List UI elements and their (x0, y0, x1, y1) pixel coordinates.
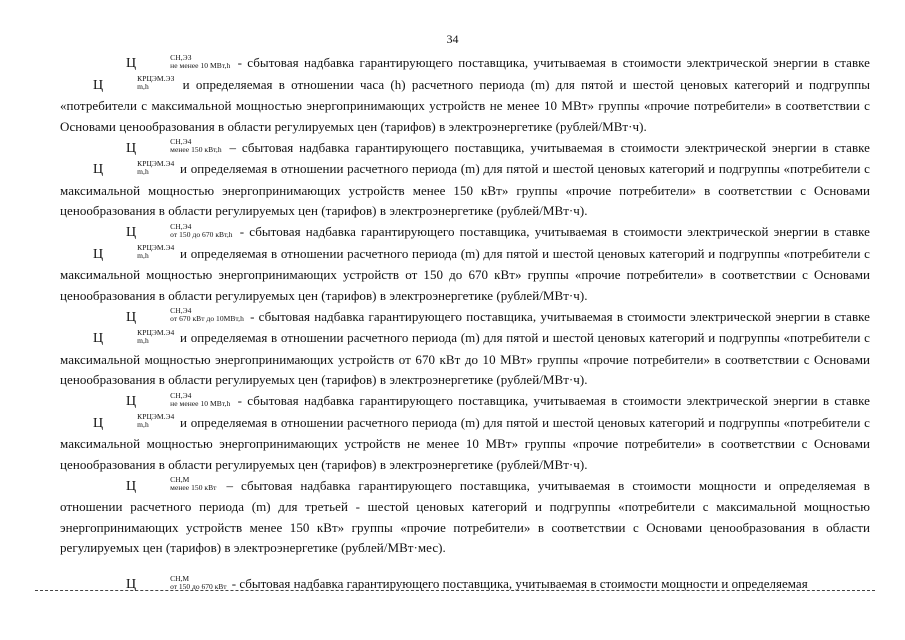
cut-off-paragraph (60, 574, 870, 595)
paragraph-text: - сбытовая надбавка гарантирующего поставщика, учитываемая в стоимости мощности и определяемая (228, 576, 808, 591)
rate-symbol: Ц КРЦЭМ.Э4 m,h (93, 158, 175, 177)
definition-paragraph (60, 476, 870, 559)
tariff-symbol: Ц СН,М от 150 до 670 кВт (126, 573, 227, 592)
definition-paragraph (60, 53, 870, 137)
tariff-symbol: Ц СН,Э4 менее 150 кВт,h (126, 137, 222, 156)
document-body (60, 53, 870, 559)
paragraph-text: - сбытовая надбавка гарантирующего поставщика, учитываемая в стоимости электрической энергии в ставке (234, 224, 870, 239)
definition-paragraph (60, 307, 870, 391)
paragraph-text: и определяемая в отношении расчетного периода (m) для пятой и шестой ценовых категорий и подгруппы «потребители с максимальной мощностью энергопринимающих устройств от 670 кВт до 10 МВт» группы «прочие потребители» в соответствии с Основами ценообразования в области регулируемых цен (тарифов) в электроэнергетике (рублей/МВт·ч). (60, 330, 870, 387)
tariff-symbol: Ц СН,М менее 150 кВт (126, 475, 217, 494)
paragraph-text: – сбытовая надбавка гарантирующего поставщика, учитываемая в стоимости электрической энергии в ставке (223, 139, 870, 155)
definition-paragraph (60, 138, 870, 222)
paragraph-text: – сбытовая надбавка гарантирующего поставщика, учитываемая в стоимости мощности и определяемая в отношении расчетного периода (m) для третьей - шестой ценовых категорий и подгруппы «потребители с максимальной мощностью энергопринимающих устройств менее 150 кВт» группы «прочие потребители» в соответствии с Основами ценообразования в области регулируемых цен (тарифов) в электроэнергетике (рублей/МВт·мес). (60, 477, 870, 555)
paragraph-text: и определяемая в отношении расчетного периода (m) для пятой и шестой ценовых категорий и подгруппы «потребители с максимальной мощностью энергопринимающих устройств не менее 10 МВт» группы «прочие потребители» в соответствии с Основами ценообразования в области регулируемых цен (тарифов) в электроэнергетике (рублей/МВт·ч). (60, 414, 870, 472)
definition-paragraph (60, 222, 870, 306)
rate-symbol: Ц КРЦЭМ.Э4 m,h (93, 243, 175, 262)
paragraph-text: - сбытовая надбавка гарантирующего поставщика, учитываемая в стоимости электрической энергии в ставке (245, 308, 870, 324)
paragraph-text: и определяемая в отношении расчетного периода (m) для пятой и шестой ценовых категорий и подгруппы «потребители с максимальной мощностью энергопринимающих устройств менее 150 кВт» группы «прочие потребители» в соответствии с Основами ценообразования в области регулируемых цен (тарифов) в электроэнергетике (рублей/МВт·ч). (60, 161, 870, 218)
definition-paragraph (60, 391, 870, 475)
paragraph-text: и определяемая в отношении расчетного периода (m) для пятой и шестой ценовых категорий и подгруппы «потребители с максимальной мощностью энергопринимающих устройств от 150 до 670 кВт» группы «прочие потребители» в соответствии с Основами ценообразования в области регулируемых цен (тарифов) в электроэнергетике (рублей/МВт·ч). (60, 245, 870, 303)
tariff-symbol: Ц СН,ЭЗ не менее 10 МВт,h (126, 52, 231, 71)
rate-symbol: Ц КРЦЭМ.Э4 m,h (93, 412, 175, 431)
tariff-symbol: Ц СН,Э4 не менее 10 МВт,h (126, 390, 231, 409)
tariff-symbol: Ц СН,Э4 от 150 до 670 кВт,h (126, 221, 233, 240)
paragraph-text: - сбытовая надбавка гарантирующего поставщика, учитываемая в стоимости электрической энергии в ставке (232, 393, 870, 408)
paragraph-text: - сбытовая надбавка гарантирующего поставщика, учитываемая в стоимости электрической энергии в ставке (232, 55, 870, 70)
scan-crop-line (35, 590, 875, 591)
page-number: 34 (446, 32, 459, 46)
rate-symbol: Ц КРЦЭМ.Э4 m,h (93, 327, 175, 346)
tariff-symbol: Ц СН,Э4 от 670 кВт до 10МВт,h (126, 306, 244, 325)
rate-symbol: Ц КРЦЭМ.ЭЗ m,h (93, 74, 175, 93)
paragraph-text: и определяемая в отношении часа (h) расчетного периода (m) для пятой и шестой ценовых категорий и подгруппы «потребители с максимальной мощностью энергопринимающих устройств не менее 10 МВт» группы «прочие потребители» в соответствии с Основами ценообразования в области регулируемых цен (тарифов) в электроэнергетике (рублей/МВт·ч). (60, 76, 870, 134)
